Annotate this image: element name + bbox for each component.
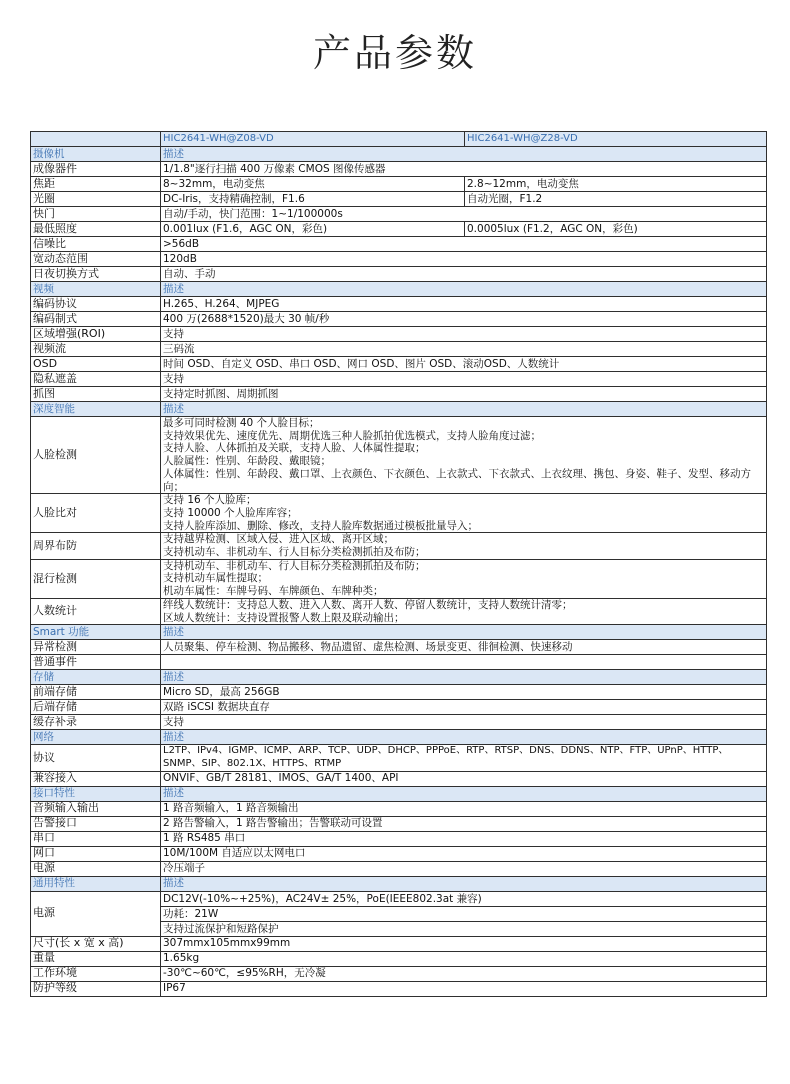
- section-title: 存储: [31, 670, 161, 685]
- section-title: Smart 功能: [31, 625, 161, 640]
- row-value: 自动、手动: [161, 267, 767, 282]
- table-row: [31, 342, 767, 357]
- table-row: [31, 267, 767, 282]
- value-line: 支持效果优先、速度优先、周期优选三种人脸抓拍优选模式，支持人脸角度过滤；: [163, 429, 541, 442]
- table-row: [31, 372, 767, 387]
- row-value: 冷压端子: [161, 861, 767, 876]
- table-row: [31, 312, 767, 327]
- value-line: 机动车属性：车牌号码、车牌颜色、车牌种类；: [163, 585, 384, 598]
- section-row-camera: [31, 147, 767, 162]
- row-value-model-1: DC-Iris，支持精确控制，F1.6: [161, 192, 465, 207]
- row-value-model-1: 8~32mm，电动变焦: [161, 177, 465, 192]
- table-row: [31, 162, 767, 177]
- spec-table: [30, 131, 767, 997]
- table-row: [31, 771, 767, 786]
- table-row: [31, 598, 767, 624]
- table-row: [31, 237, 767, 252]
- section-desc: 描述: [161, 282, 767, 297]
- value-line: 支持 16 个人脸库；: [163, 494, 257, 507]
- section-row-general: [31, 876, 767, 891]
- table-row: [31, 297, 767, 312]
- table-row: [31, 951, 767, 966]
- row-label: 异常检测: [31, 640, 161, 655]
- power-sub-2: 功耗：21W: [161, 907, 766, 922]
- row-value: 支持: [161, 715, 767, 730]
- table-row: [31, 891, 767, 936]
- row-value: 1.65kg: [161, 951, 767, 966]
- table-row: [31, 655, 767, 670]
- row-label: 网口: [31, 846, 161, 861]
- row-label: 信噪比: [31, 237, 161, 252]
- row-value: -30℃~60℃，≤95%RH，无冷凝: [161, 966, 767, 981]
- table-row: [31, 357, 767, 372]
- table-row: [31, 417, 767, 494]
- row-value: [161, 417, 767, 494]
- row-value: 支持定时抓图、周期抓图: [161, 387, 767, 402]
- section-desc: 描述: [161, 786, 767, 801]
- row-label: 光圈: [31, 192, 161, 207]
- table-row: [31, 745, 767, 771]
- section-row-smart: [31, 625, 767, 640]
- row-value: H.265、H.264、MJPEG: [161, 297, 767, 312]
- row-label: 日夜切换方式: [31, 267, 161, 282]
- value-line: 区域人数统计：支持设置报警人数上限及联动输出；: [163, 611, 405, 624]
- row-label: 编码协议: [31, 297, 161, 312]
- row-label: 成像器件: [31, 162, 161, 177]
- power-sub-1: DC12V(-10%~+25%)，AC24V± 25%，PoE(IEEE802.3at 兼容): [161, 892, 766, 907]
- table-row: [31, 801, 767, 816]
- row-value: 1 路 RS485 串口: [161, 831, 767, 846]
- table-row: [31, 207, 767, 222]
- row-label: 快门: [31, 207, 161, 222]
- value-line: 支持人脸库添加、删除、修改，支持人脸库数据通过模板批量导入；: [163, 519, 478, 532]
- row-value: 人员聚集、停车检测、物品搬移、物品遗留、虚焦检测、场景变更、徘徊检测、快速移动: [161, 640, 767, 655]
- section-row-interface: [31, 786, 767, 801]
- section-desc: 描述: [161, 625, 767, 640]
- row-label: 尺寸(长 x 宽 x 高): [31, 936, 161, 951]
- row-value: [161, 598, 767, 624]
- value-line: 支持 10000 个人脸库库容；: [163, 506, 298, 519]
- row-value: IP67: [161, 981, 767, 996]
- page-title: 产品参数: [312, 31, 477, 75]
- row-label: 缓存补录: [31, 715, 161, 730]
- section-row-video: [31, 282, 767, 297]
- value-line: L2TP、IPv4、IGMP、ICMP、ARP、TCP、UDP、DHCP、PPPoE、RTP、RTSP、DNS、DDNS、NTP、FTP、UPnP、HTTP、: [163, 745, 729, 757]
- header-row: [31, 132, 767, 147]
- section-title: 网络: [31, 730, 161, 745]
- row-value: 1 路音频输入，1 路音频输出: [161, 801, 767, 816]
- table-row: [31, 936, 767, 951]
- row-label: 告警接口: [31, 816, 161, 831]
- value-line: 支持机动车属性提取；: [163, 572, 268, 585]
- row-value: 1/1.8"逐行扫描 400 万像素 CMOS 图像传感器: [161, 162, 767, 177]
- section-row-network: [31, 730, 767, 745]
- table-row: [31, 700, 767, 715]
- header-model-2: HIC2641-WH@Z28-VD: [465, 132, 767, 147]
- row-value-model-2: 自动光圈，F1.2: [465, 192, 767, 207]
- value-line: 支持机动车、非机动车、行人目标分类检测抓拍及布防；: [163, 559, 426, 572]
- row-label: 电源: [31, 861, 161, 876]
- row-label: 抓图: [31, 387, 161, 402]
- table-row: [31, 640, 767, 655]
- row-label: 串口: [31, 831, 161, 846]
- table-row: [31, 327, 767, 342]
- value-line: 最多可同时检测 40 个人脸目标；: [163, 417, 320, 429]
- row-label: 混行检测: [31, 559, 161, 598]
- row-label: 视频流: [31, 342, 161, 357]
- header-empty: [31, 132, 161, 147]
- row-value: [161, 494, 767, 533]
- row-label: 兼容接入: [31, 771, 161, 786]
- row-value: 2 路告警输入，1 路告警输出；告警联动可设置: [161, 816, 767, 831]
- value-line: 支持越界检测、区域入侵、进入区域、离开区域；: [163, 533, 394, 546]
- row-label: 防护等级: [31, 981, 161, 996]
- row-label: 编码制式: [31, 312, 161, 327]
- row-value: 10M/100M 自适应以太网电口: [161, 846, 767, 861]
- row-value: 307mmx105mmx99mm: [161, 936, 767, 951]
- row-value: [161, 655, 767, 670]
- section-row-ai: [31, 402, 767, 417]
- value-line: 人体属性：性别、年龄段、戴口罩、上衣颜色、下衣颜色、上衣款式、下衣款式、上衣纹理、携包、身姿、鞋子、发型、移动方向；: [163, 467, 751, 493]
- row-value: 三码流: [161, 342, 767, 357]
- section-title: 摄像机: [31, 147, 161, 162]
- section-title: 深度智能: [31, 402, 161, 417]
- row-value: 支持: [161, 327, 767, 342]
- row-value-model-2: 2.8~12mm，电动变焦: [465, 177, 767, 192]
- section-desc: 描述: [161, 730, 767, 745]
- table-row: [31, 831, 767, 846]
- row-label: 隐私遮盖: [31, 372, 161, 387]
- row-label: 后端存储: [31, 700, 161, 715]
- row-label: 周界布防: [31, 533, 161, 559]
- row-label: 人脸比对: [31, 494, 161, 533]
- section-desc: 描述: [161, 147, 767, 162]
- table-row: [31, 816, 767, 831]
- section-row-storage: [31, 670, 767, 685]
- value-line: 绊线人数统计：支持总人数、进入人数、离开人数、停留人数统计，支持人数统计清零；: [163, 598, 573, 611]
- row-label: 区域增强(ROI): [31, 327, 161, 342]
- row-value: >56dB: [161, 237, 767, 252]
- row-label: 人脸检测: [31, 417, 161, 494]
- row-label: 普通事件: [31, 655, 161, 670]
- table-row: [31, 192, 767, 207]
- row-label: 前端存储: [31, 685, 161, 700]
- table-row: [31, 387, 767, 402]
- power-sub-3: 支持过流保护和短路保护: [163, 922, 279, 935]
- row-value: Micro SD，最高 256GB: [161, 685, 767, 700]
- table-row: [31, 559, 767, 598]
- section-title: 接口特性: [31, 786, 161, 801]
- row-label: 人数统计: [31, 598, 161, 624]
- table-row: [31, 222, 767, 237]
- row-value: [161, 745, 767, 771]
- row-label: 最低照度: [31, 222, 161, 237]
- row-label: 音频输入输出: [31, 801, 161, 816]
- section-title: 通用特性: [31, 876, 161, 891]
- row-value: 120dB: [161, 252, 767, 267]
- value-line: 支持人脸、人体抓拍及关联，支持人脸、人体属性提取；: [163, 442, 426, 455]
- row-label: 协议: [31, 745, 161, 771]
- section-desc: 描述: [161, 402, 767, 417]
- row-value: 时间 OSD、自定义 OSD、串口 OSD、网口 OSD、图片 OSD、滚动OSD、人数统计: [161, 357, 767, 372]
- table-row: [31, 981, 767, 996]
- table-row: [31, 715, 767, 730]
- row-label: 重量: [31, 951, 161, 966]
- table-row: [31, 494, 767, 533]
- header-model-1: HIC2641-WH@Z08-VD: [161, 132, 465, 147]
- table-row: [31, 533, 767, 559]
- row-label: 宽动态范围: [31, 252, 161, 267]
- table-row: [31, 685, 767, 700]
- row-value: [161, 533, 767, 559]
- table-row: [31, 177, 767, 192]
- section-desc: 描述: [161, 876, 767, 891]
- row-value: ONVIF、GB/T 28181、IMOS、GA/T 1400、API: [161, 771, 767, 786]
- value-line: SNMP、SIP、802.1X、HTTPS、RTMP: [163, 757, 342, 769]
- section-title: 视频: [31, 282, 161, 297]
- row-value: 400 万(2688*1520)最大 30 帧/秒: [161, 312, 767, 327]
- row-label: 电源: [31, 891, 161, 936]
- row-value-model-1: 0.001lux (F1.6，AGC ON，彩色): [161, 222, 465, 237]
- value-line: 人脸属性：性别、年龄段、戴眼镜；: [163, 455, 331, 468]
- row-value: 自动/手动，快门范围：1~1/100000s: [161, 207, 767, 222]
- table-row: [31, 861, 767, 876]
- row-value: 双路 iSCSI 数据块直存: [161, 700, 767, 715]
- row-value: [161, 559, 767, 598]
- row-label: 工作环境: [31, 966, 161, 981]
- table-row: [31, 846, 767, 861]
- section-desc: 描述: [161, 670, 767, 685]
- row-value: 支持: [161, 372, 767, 387]
- value-line: 支持机动车、非机动车、行人目标分类检测抓拍及布防；: [163, 546, 426, 559]
- row-label: 焦距: [31, 177, 161, 192]
- table-row: [31, 252, 767, 267]
- row-value-model-2: 0.0005lux (F1.2，AGC ON，彩色): [465, 222, 767, 237]
- table-row: [31, 966, 767, 981]
- row-label: OSD: [31, 357, 161, 372]
- row-value: [161, 891, 767, 936]
